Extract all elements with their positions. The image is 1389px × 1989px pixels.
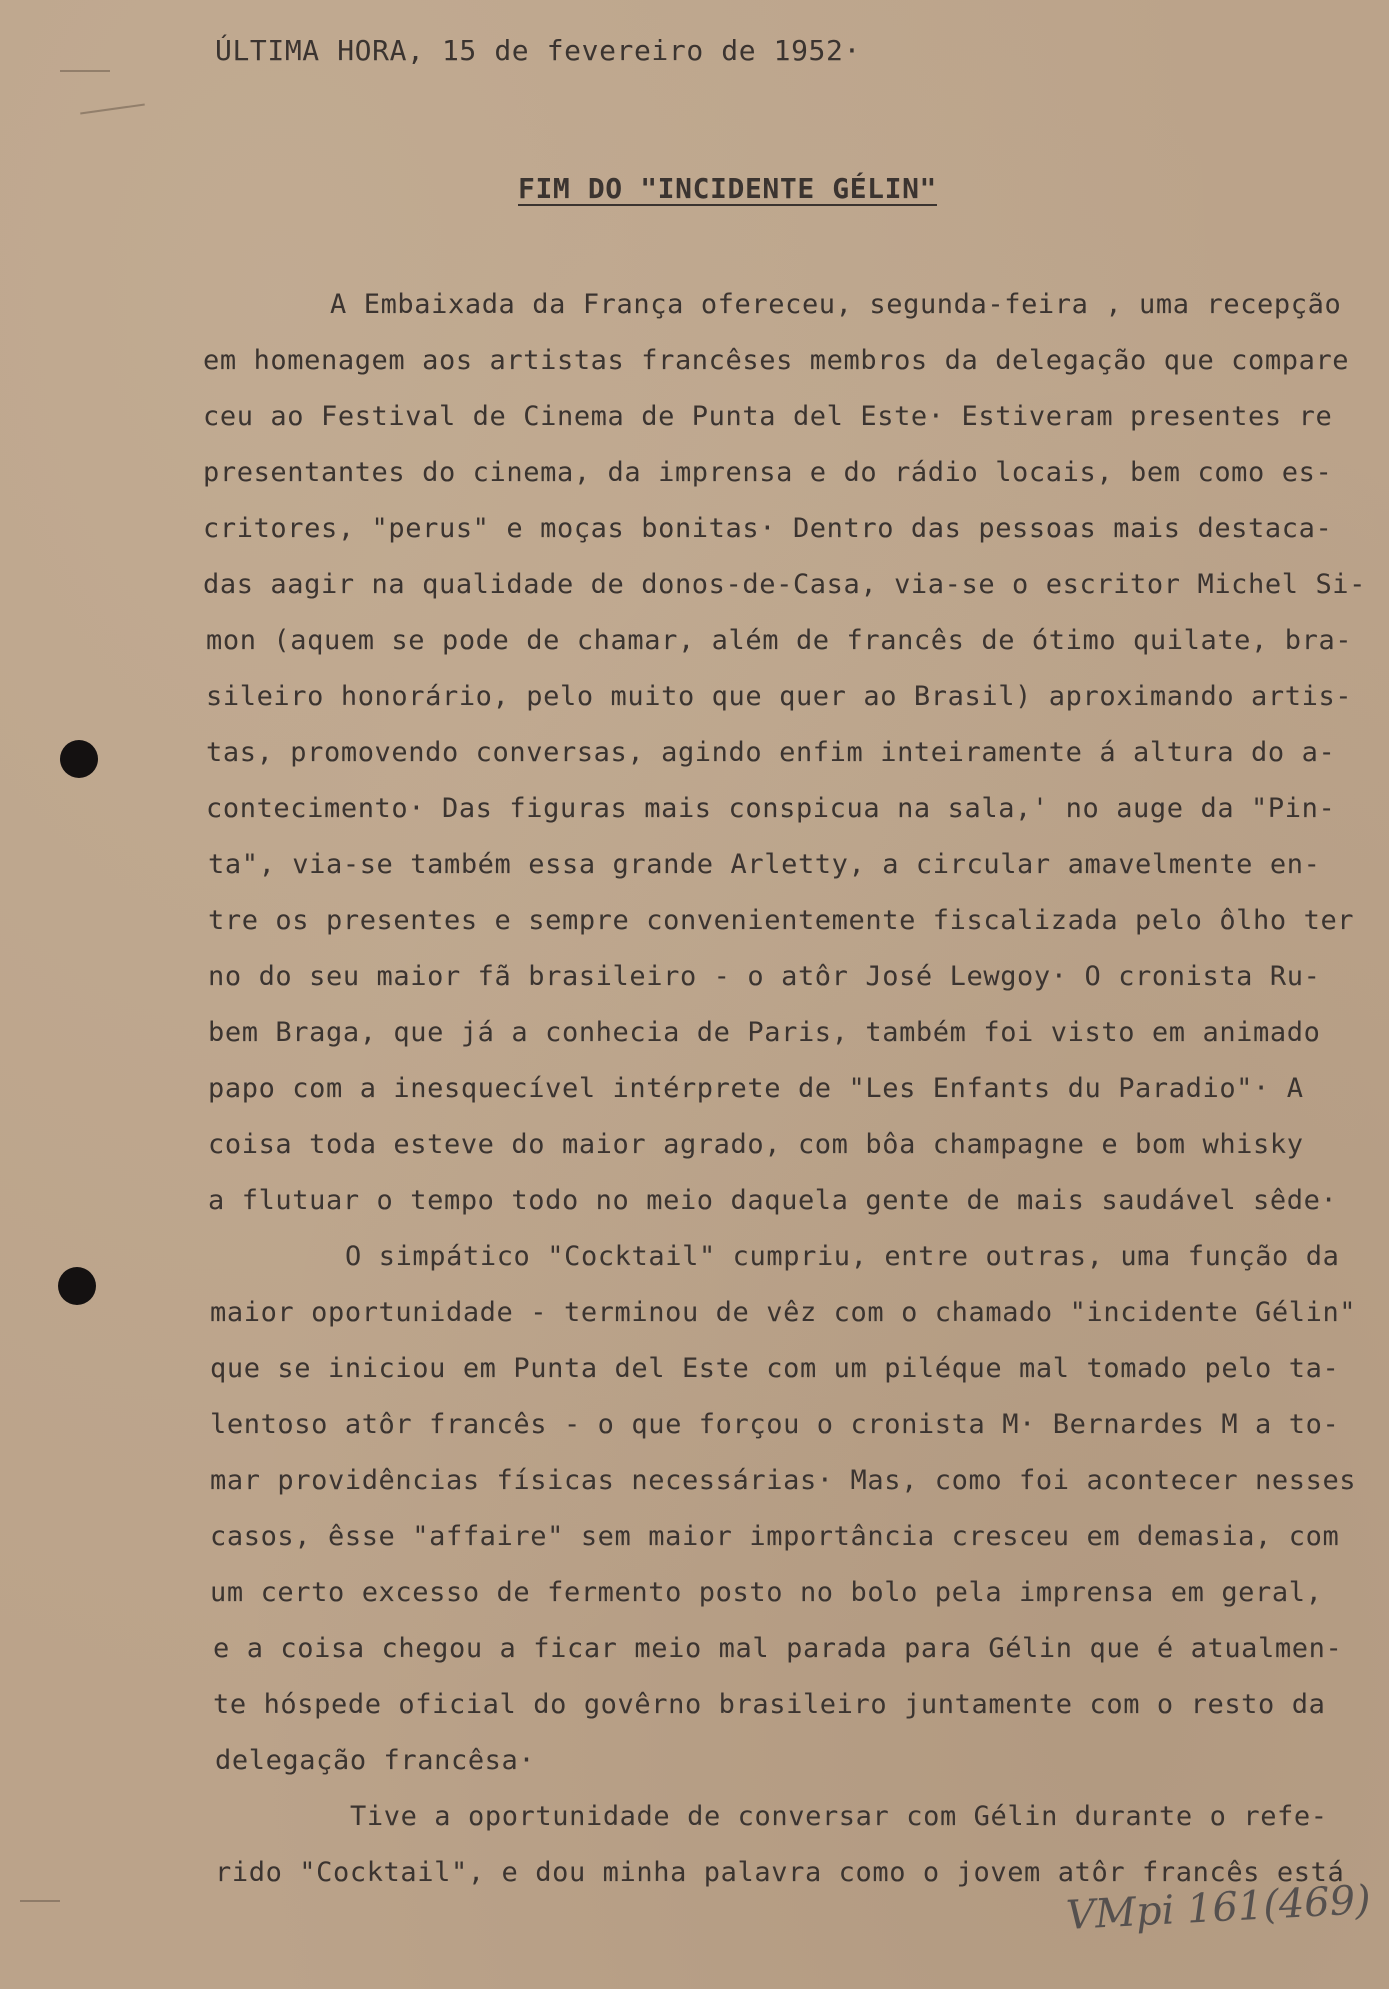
text-line: que se iniciou em Punta del Este com um piléque mal tomado pelo ta- — [210, 1353, 1340, 1384]
text-line: sileiro honorário, pelo muito que quer ao Brasil) aproximando artis- — [206, 681, 1353, 712]
text-line: tre os presentes e sempre convenientemente fiscalizada pelo ôlho ter — [208, 905, 1355, 936]
text-line: mar providências físicas necessárias· Mas, como foi acontecer nesses — [210, 1465, 1357, 1496]
text-line: das aagir na qualidade de donos-de-Casa, via-se o escritor Michel Si- — [203, 569, 1367, 600]
text-line: coisa toda esteve do maior agrado, com bôa champagne e bom whisky — [208, 1129, 1304, 1160]
handwritten-archive-reference: VMpi 161(469) — [1065, 1877, 1372, 1939]
text-line: um certo excesso de fermento posto no bolo pela imprensa em geral, — [210, 1577, 1323, 1608]
newspaper-date-line: ÚLTIMA HORA, 15 de fevereiro de 1952· — [215, 34, 861, 67]
text-line: tas, promovendo conversas, agindo enfim inteiramente á altura do a- — [206, 737, 1336, 768]
pencil-mark — [60, 70, 110, 72]
text-line: a flutuar o tempo todo no meio daquela gente de mais saudável sêde· — [208, 1185, 1338, 1216]
text-line: contecimento· Das figuras mais conspicua na sala,' no auge da "Pin- — [206, 793, 1336, 824]
text-line: em homenagem aos artistas francêses membros da delegação que compare — [203, 345, 1350, 376]
text-line: ta", via-se também essa grande Arletty, a circular amavelmente en- — [208, 849, 1321, 880]
article-title: FIM DO "INCIDENTE GÉLIN" — [518, 172, 937, 205]
text-line: papo com a inesquecível intérprete de "Les Enfants du Paradio"· A — [208, 1073, 1304, 1104]
text-line: critores, "perus" e moças bonitas· Dentro das pessoas mais destaca- — [203, 513, 1333, 544]
text-line: Tive a oportunidade de conversar com Gélin durante o refe- — [350, 1801, 1328, 1832]
text-line: e a coisa chegou a ficar meio mal parada para Gélin que é atualmen- — [213, 1633, 1343, 1664]
text-line: presentantes do cinema, da imprensa e do rádio locais, bem como es- — [203, 457, 1333, 488]
text-line: O simpático "Cocktail" cumpriu, entre outras, uma função da — [345, 1241, 1340, 1272]
pencil-mark — [80, 103, 145, 114]
text-line: maior oportunidade - terminou de vêz com o chamado "incidente Gélin" — [210, 1297, 1357, 1328]
punch-hole — [60, 740, 98, 778]
text-line: bem Braga, que já a conhecia de Paris, também foi visto em animado — [208, 1017, 1321, 1048]
text-line: casos, êsse "affaire" sem maior importância cresceu em demasia, com — [210, 1521, 1340, 1552]
pencil-mark — [20, 1900, 60, 1902]
text-line: no do seu maior fã brasileiro - o atôr José Lewgoy· O cronista Ru- — [208, 961, 1321, 992]
text-line: A Embaixada da França ofereceu, segunda-feira , uma recepção — [330, 289, 1342, 320]
punch-hole — [58, 1267, 96, 1305]
text-line: lentoso atôr francês - o que forçou o cronista M· Bernardes M a to- — [210, 1409, 1340, 1440]
text-line: te hóspede oficial do govêrno brasileiro juntamente com o resto da — [213, 1689, 1326, 1720]
text-line: delegação francêsa· — [215, 1745, 536, 1776]
text-line: ceu ao Festival de Cinema de Punta del Este· Estiveram presentes re — [203, 401, 1333, 432]
text-line: mon (aquem se pode de chamar, além de francês de ótimo quilate, bra- — [206, 625, 1353, 656]
text-line: rido "Cocktail", e dou minha palavra como o jovem atôr francês está — [215, 1857, 1345, 1888]
